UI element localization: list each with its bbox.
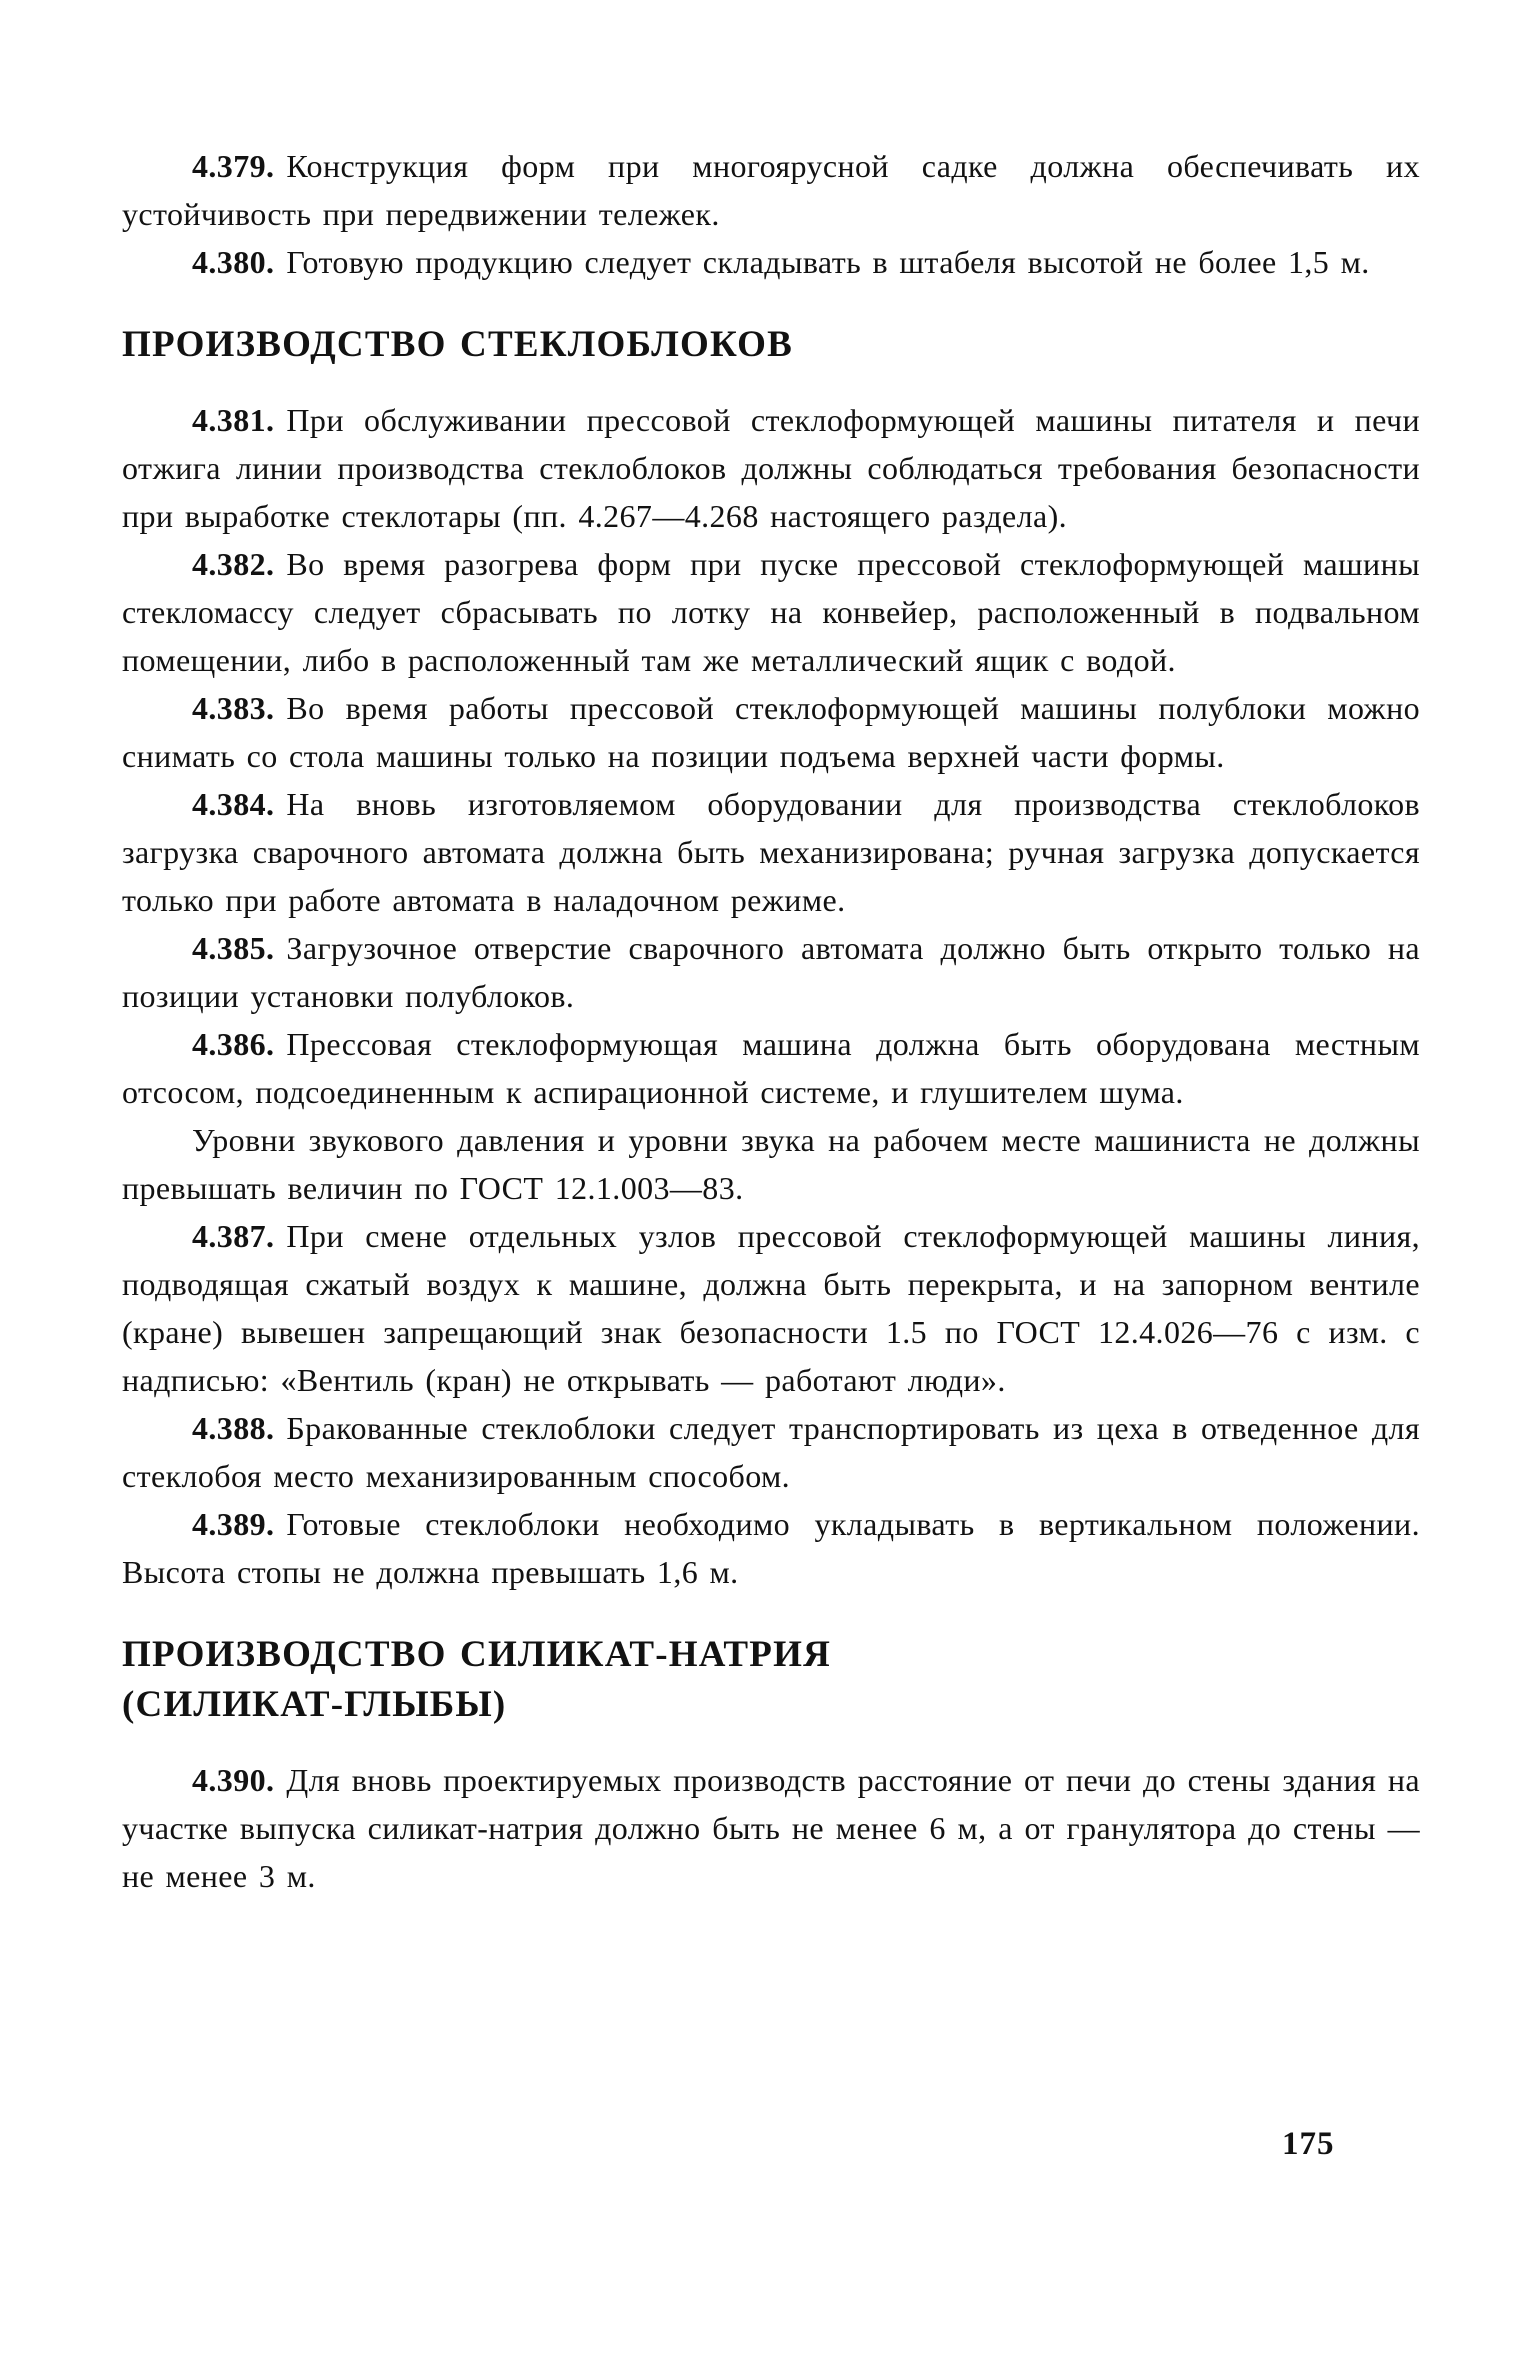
clause-4-387: [122, 1212, 1420, 1404]
page-number: 175: [1282, 2126, 1335, 2162]
section-silikat-natriya: [122, 1756, 1420, 1900]
clause-4-379: [122, 142, 1420, 238]
clause-text: Во время разогрева форм при пуске прессовой стеклоформующей машины стекломассу следует сбрасывать по лотку на конвейер, расположенный в подвальном помещении, либо в расположенный там же металлический ящик с водой.: [122, 546, 1420, 678]
clause-number: 4.388.: [192, 1410, 275, 1446]
clause-4-386: [122, 1020, 1420, 1116]
section-steklobloki: [122, 396, 1420, 1596]
clause-number: 4.379.: [192, 148, 275, 184]
section-heading-text: ПРОИЗВОДСТВО СТЕКЛОБЛОКОВ: [122, 324, 793, 365]
clause-text: Готовые стеклоблоки необходимо укладывать в вертикальном положении. Высота стопы не должна превышать 1,6 м.: [122, 1506, 1420, 1590]
section-heading-line2: (СИЛИКАТ-ГЛЫБЫ): [122, 1684, 507, 1725]
clause-number: 4.386.: [192, 1026, 275, 1062]
clause-text: При смене отдельных узлов прессовой стеклоформующей машины линия, подводящая сжатый воздух к машине, должна быть перекрыта, и на запорном вентиле (кране) вывешен запрещающий знак безопасности 1.5 по ГОСТ 12.4.026—76 с изм. с надписью: «Вентиль (кран) не открывать — работают люди».: [122, 1218, 1420, 1398]
clause-4-390: [122, 1756, 1420, 1900]
clause-number: 4.385.: [192, 930, 275, 966]
section-heading-steklobloki: [122, 320, 1420, 370]
clause-4-385: [122, 924, 1420, 1020]
clause-4-383: [122, 684, 1420, 780]
section-heading-line1: ПРОИЗВОДСТВО СИЛИКАТ-НАТРИЯ: [122, 1634, 832, 1675]
clause-number: 4.381.: [192, 402, 275, 438]
clause-4-382: [122, 540, 1420, 684]
clause-sound-levels: [122, 1116, 1420, 1212]
clause-text: Прессовая стеклоформующая машина должна быть оборудована местным отсосом, подсоединенным к аспирационной системе, и глушителем шума.: [122, 1026, 1420, 1110]
clause-text: При обслуживании прессовой стеклоформующей машины питателя и печи отжига линии производства стеклоблоков должны соблюдаться требования безопасности при выработке стеклотары (пп. 4.267—4.268 настоящего раздела).: [122, 402, 1420, 534]
clause-number: 4.389.: [192, 1506, 275, 1542]
section-heading-silikat-natriya: [122, 1630, 1420, 1730]
clause-4-389: [122, 1500, 1420, 1596]
clause-number: 4.380.: [192, 244, 275, 280]
clause-text: Конструкция форм при многоярусной садке должна обеспечивать их устойчивость при передвижении тележек.: [122, 148, 1420, 232]
clause-number: 4.387.: [192, 1218, 275, 1254]
clause-text: Уровни звукового давления и уровни звука на рабочем месте машиниста не должны превышать величин по ГОСТ 12.1.003—83.: [122, 1122, 1420, 1206]
clause-number: 4.383.: [192, 690, 275, 726]
clause-text: На вновь изготовляемом оборудовании для производства стеклоблоков загрузка сварочного автомата должна быть механизирована; ручная загрузка допускается только при работе автомата в наладочном режиме.: [122, 786, 1420, 918]
clause-4-380: [122, 238, 1420, 286]
clause-number: 4.390.: [192, 1762, 275, 1798]
clause-text: Бракованные стеклоблоки следует транспортировать из цеха в отведенное для стеклобоя место механизированным способом.: [122, 1410, 1420, 1494]
clause-text: Для вновь проектируемых производств расстояние от печи до стены здания на участке выпуска силикат-натрия должно быть не менее 6 м, а от гранулятора до стены — не менее 3 м.: [122, 1762, 1420, 1894]
document-body: [122, 142, 1420, 1900]
clause-4-384: [122, 780, 1420, 924]
clause-text: Загрузочное отверстие сварочного автомата должно быть открыто только на позиции установки полублоков.: [122, 930, 1420, 1014]
clause-text: Во время работы прессовой стеклоформующей машины полублоки можно снимать со стола машины только на позиции подъема верхней части формы.: [122, 690, 1420, 774]
clause-4-381: [122, 396, 1420, 540]
clause-text: Готовую продукцию следует складывать в штабеля высотой не более 1,5 м.: [286, 244, 1370, 280]
clause-4-388: [122, 1404, 1420, 1500]
clause-number: 4.382.: [192, 546, 275, 582]
clause-number: 4.384.: [192, 786, 275, 822]
